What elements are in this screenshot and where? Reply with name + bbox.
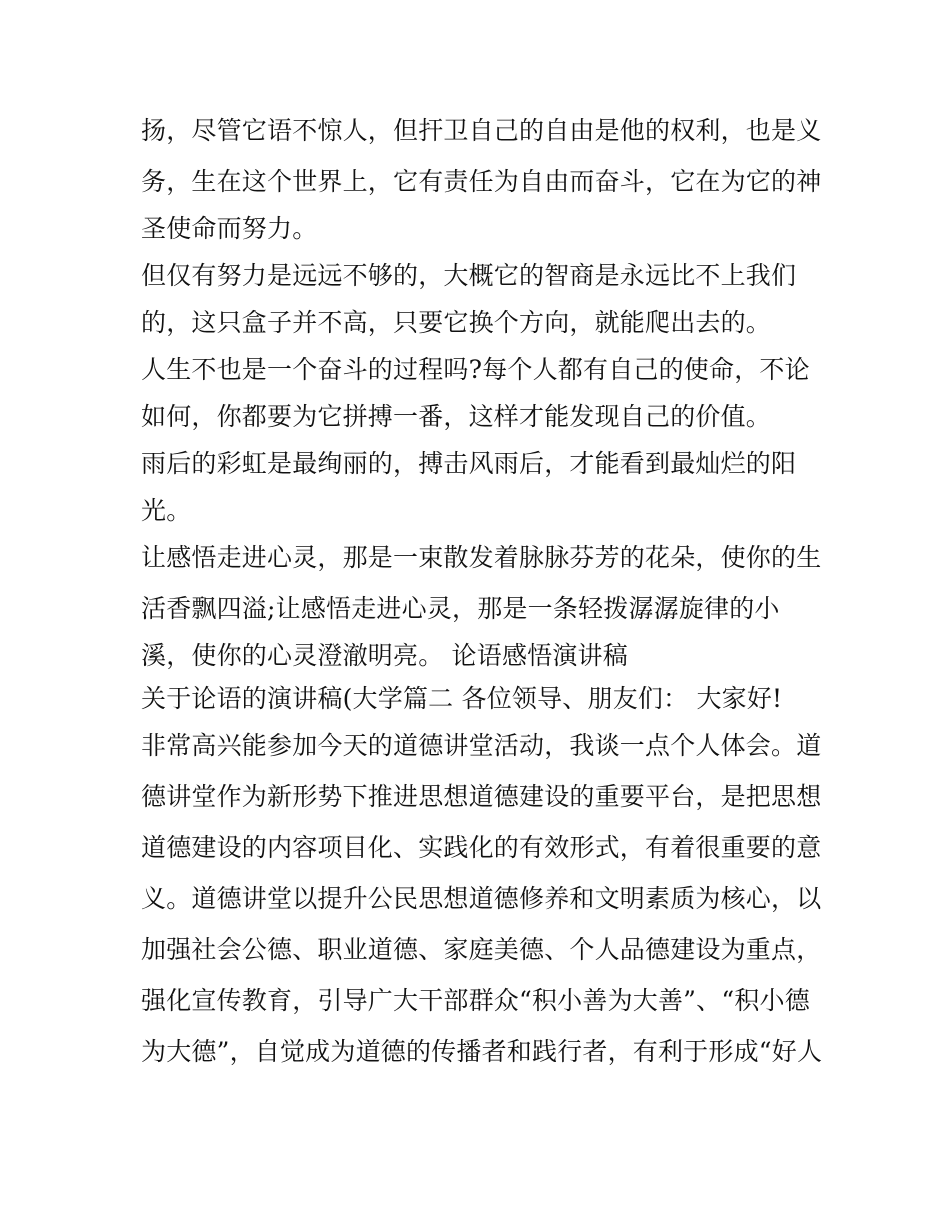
text-line-18: 加强社会公德、职业道德、家庭美德、个人品德建设为重点， [141, 935, 822, 964]
text-line-20: 为大德”，自觉成为道德的传播者和践行者，有利于形成“好人 [141, 1037, 823, 1066]
text-line-1: 扬，尽管它语不惊人，但扞卫自己的自由是他的权利，也是义 [141, 116, 822, 145]
text-line-5: 的，这只盒子并不高，只要它换个方向，就能爬出去的。 [141, 308, 772, 337]
body-text [141, 105, 821, 1077]
text-line-19: 强化宣传教育，引导广大干部群众“积小善为大善”、“积小德 [141, 986, 810, 1015]
text-line-7: 如何，你都要为它拼搏一番，这样才能发现自己的价值。 [141, 402, 772, 431]
text-line-8: 雨后的彩虹是最绚丽的，搏击风雨后，才能看到最灿烂的阳 [141, 449, 797, 478]
text-line-16: 道德建设的内容项目化、实践化的有效形式，有着很重要的意 [141, 833, 822, 862]
text-line-11: 活香飘四溢;让感悟走进心灵，那是一条轻拨潺潺旋律的小 [141, 594, 780, 623]
text-line-13: 关于论语的演讲稿(大学篇二 各位领导、朋友们： 大家好! [141, 684, 783, 713]
text-line-10: 让感悟走进心灵，那是一束散发着脉脉芬芳的花朵，使你的生 [141, 543, 822, 572]
text-line-6: 人生不也是一个奋斗的过程吗?每个人都有自己的使命，不论 [141, 355, 810, 384]
text-line-15: 德讲堂作为新形势下推进思想道德建设的重要平台，是把思想 [141, 782, 822, 811]
text-line-14: 非常高兴能参加今天的道德讲堂活动，我谈一点个人体会。道 [141, 731, 822, 760]
text-line-9: 光。 [141, 496, 192, 525]
text-line-4: 但仅有努力是远远不够的，大概它的智商是永远比不上我们 [141, 261, 797, 290]
text-line-2: 务，生在这个世界上，它有责任为自由而奋斗，它在为它的神 [141, 167, 822, 196]
text-line-3: 圣使命而努力。 [141, 214, 318, 243]
text-line-12: 溪，使你的心灵澄澈明亮。 论语感悟演讲稿 [141, 641, 628, 670]
text-line-17: 义。道德讲堂以提升公民思想道德修养和文明素质为核心，以 [141, 884, 822, 913]
